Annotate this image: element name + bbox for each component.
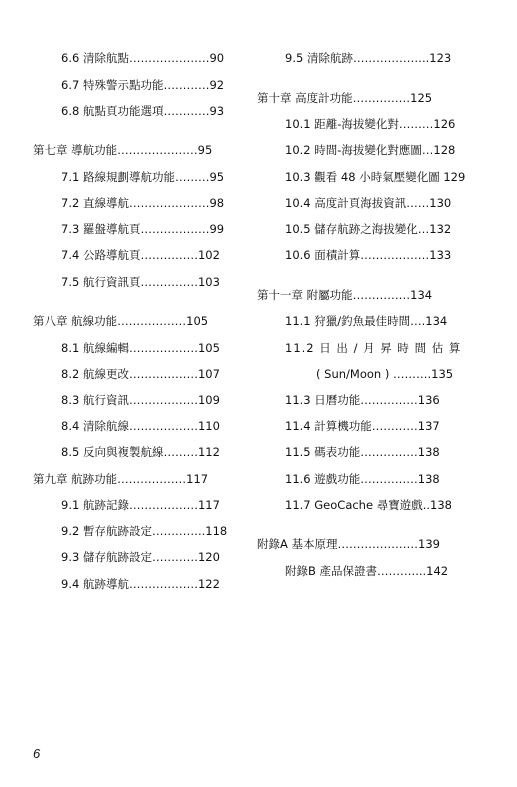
toc-entry: 7.4 公路導航頁……………102 xyxy=(61,248,220,262)
toc-entry: 8.1 航線編輯………………105 xyxy=(61,341,220,355)
toc-entry: 10.1 距離-海拔變化對………126 xyxy=(285,117,456,131)
toc-entry: 9.3 儲存航跡設定…………120 xyxy=(61,550,220,564)
toc-entry: 9.2 暫存航跡設定…………..118 xyxy=(61,524,228,538)
toc-chapter: 第十一章 附屬功能……………134 xyxy=(257,288,433,302)
toc-appendix: 附錄B 產品保證書………....142 xyxy=(285,564,449,578)
toc-entry: 8.5 反向與複製航線………112 xyxy=(61,445,220,459)
toc-entry: 11.3 日曆功能……………136 xyxy=(285,393,440,407)
toc-entry: 8.4 清除航線………………110 xyxy=(61,419,220,433)
toc-entry: 9.4 航跡導航………………122 xyxy=(61,577,220,591)
toc-chapter: 第九章 航跡功能………………117 xyxy=(33,472,209,486)
toc-entry: 7.3 羅盤導航頁………………99 xyxy=(61,222,225,236)
toc-entry: 9.1 航跡記錄………………117 xyxy=(61,498,220,512)
toc-entry: 8.2 航線更改………………107 xyxy=(61,367,220,381)
toc-entry: 11.6 遊戲功能……………138 xyxy=(285,472,440,486)
toc-entry: 6.7 特殊警示點功能…………92 xyxy=(61,78,225,92)
toc-entry: 11.5 碼表功能……………138 xyxy=(285,445,440,459)
toc-entry: 7.1 路線規劃導航功能………95 xyxy=(61,170,225,184)
toc-entry: 11.1 狩獵/釣魚最佳時間….134 xyxy=(285,314,448,328)
toc-entry: 10.4 高度計頁海拔資訊……130 xyxy=(285,196,452,210)
toc-entry: 11.7 GeoCache 尋寶遊戲..138 xyxy=(285,498,452,512)
toc-entry: 9.5 清除航跡………………..123 xyxy=(285,51,452,65)
toc-entry: 10.3 觀看 48 小時氣壓變化圖 129 xyxy=(285,170,466,184)
toc-entry: 7.2 直線導航…………………98 xyxy=(61,196,225,210)
toc-entry: 11.4 計算機功能…………137 xyxy=(285,419,440,433)
toc-entry: 11.2 日 出 / 月 昇 時 間 估 算 xyxy=(285,341,462,355)
toc-entry: 6.6 清除航點…………………90 xyxy=(61,51,225,65)
toc-entry: 7.5 航行資訊頁……………103 xyxy=(61,275,220,289)
page-number: 6 xyxy=(33,746,41,761)
toc-entry: 10.5 儲存航跡之海拔變化…132 xyxy=(285,222,452,236)
toc-entry: 10.2 時間-海拔變化對應圖…128 xyxy=(285,143,456,157)
toc-chapter: 第八章 航線功能………………105 xyxy=(33,314,209,328)
toc-entry: 10.6 面積計算………………133 xyxy=(285,248,452,262)
toc-appendix: 附錄A 基本原理…………………139 xyxy=(257,537,440,551)
toc-entry: 8.3 航行資訊………………109 xyxy=(61,393,220,407)
toc-chapter: 第十章 高度計功能……………125 xyxy=(257,91,433,105)
toc-chapter: 第七章 導航功能…………………95 xyxy=(33,143,213,157)
toc-entry-continuation: ( Sun/Moon ) ……….135 xyxy=(316,367,454,381)
toc-entry: 6.8 航點頁功能選項…………93 xyxy=(61,104,225,118)
